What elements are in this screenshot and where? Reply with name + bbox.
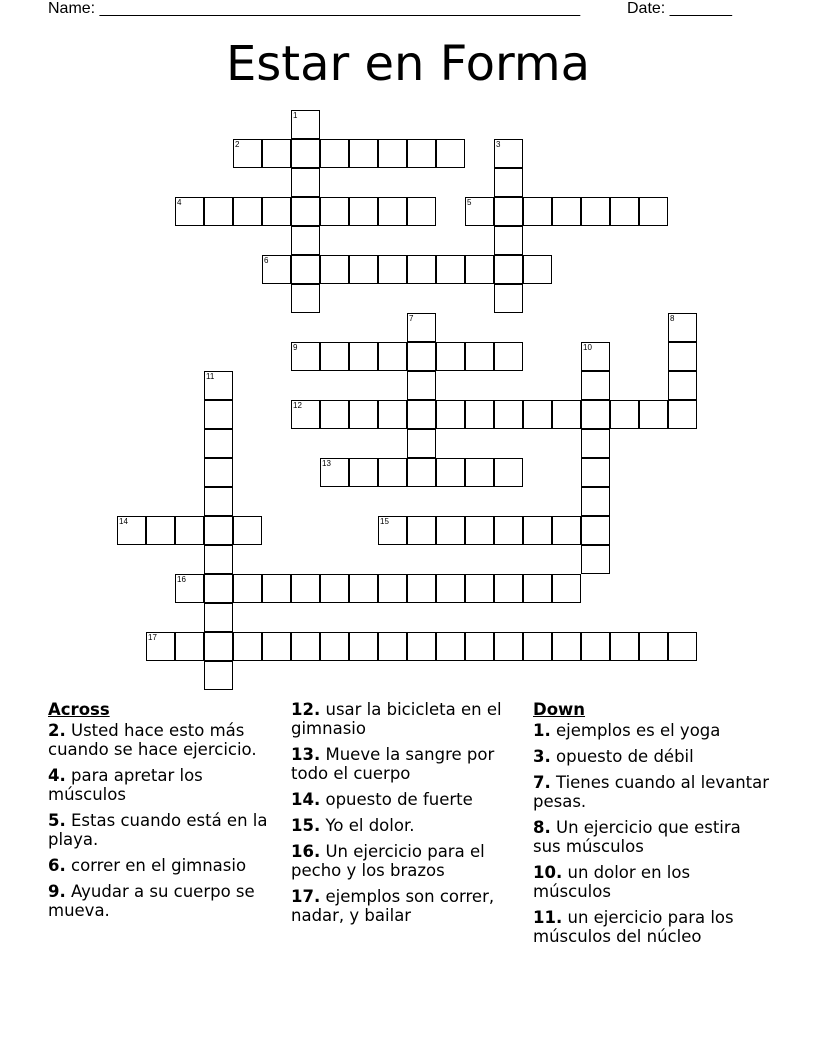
clue-item [533, 818, 773, 856]
cell-number: 8 [670, 314, 675, 323]
clue-item [291, 700, 521, 738]
grid-cell[interactable] [523, 516, 552, 545]
grid-cell[interactable] [407, 197, 436, 226]
cell-number: 12 [293, 401, 302, 410]
grid-cell[interactable] [349, 197, 378, 226]
grid-cell[interactable] [581, 487, 610, 516]
grid-cell[interactable] [233, 516, 262, 545]
grid-cell[interactable] [581, 516, 610, 545]
grid-cell[interactable] [639, 632, 668, 661]
cell-number: 15 [380, 517, 389, 526]
grid-cell[interactable] [233, 632, 262, 661]
grid-cell[interactable] [494, 284, 523, 313]
grid-cell[interactable] [320, 342, 349, 371]
clue-text: un ejercicio para los músculos del núcleo [533, 908, 734, 946]
grid-cell[interactable] [465, 342, 494, 371]
grid-cell[interactable] [581, 197, 610, 226]
cell-number: 13 [322, 459, 331, 468]
grid-cell[interactable] [494, 458, 523, 487]
clue-text: para apretar los músculos [48, 766, 203, 804]
clue-number: 10. [533, 863, 563, 882]
clue-item [533, 863, 773, 901]
grid-cell[interactable] [233, 139, 262, 168]
cell-number: 1 [293, 111, 298, 120]
grid-cell[interactable] [320, 139, 349, 168]
grid-cell[interactable] [465, 632, 494, 661]
grid-cell[interactable] [465, 197, 494, 226]
grid-cell[interactable] [610, 632, 639, 661]
grid-cell[interactable] [291, 139, 320, 168]
grid-cell[interactable] [436, 342, 465, 371]
clue-text: un dolor en los músculos [533, 863, 691, 901]
grid-cell[interactable] [117, 516, 146, 545]
grid-cell[interactable] [378, 458, 407, 487]
grid-cell[interactable] [291, 197, 320, 226]
grid-cell[interactable] [668, 400, 697, 429]
cell-number: 11 [206, 372, 215, 381]
grid-cell[interactable] [436, 139, 465, 168]
clue-number: 7. [533, 773, 551, 792]
grid-cell[interactable] [204, 487, 233, 516]
grid-cell[interactable] [204, 545, 233, 574]
cell-number: 2 [235, 140, 240, 149]
grid-cell[interactable] [465, 516, 494, 545]
grid-cell[interactable] [204, 197, 233, 226]
clue-text: Un ejercicio que estira sus músculos [533, 818, 741, 856]
cell-number: 17 [148, 633, 157, 642]
grid-cell[interactable] [436, 516, 465, 545]
clue-text: opuesto de débil [556, 747, 694, 766]
grid-cell[interactable] [581, 458, 610, 487]
clue-item [48, 882, 284, 920]
clue-number: 17. [291, 887, 321, 906]
clue-item [291, 816, 521, 835]
down-clues-column [533, 700, 773, 953]
grid-cell[interactable] [436, 574, 465, 603]
grid-cell[interactable] [494, 574, 523, 603]
grid-cell[interactable] [204, 429, 233, 458]
grid-cell[interactable] [262, 632, 291, 661]
grid-cell[interactable] [291, 400, 320, 429]
grid-cell[interactable] [320, 574, 349, 603]
clue-number: 4. [48, 766, 66, 785]
cell-number: 9 [293, 343, 298, 352]
across-clues-column-2 [291, 700, 521, 932]
grid-cell[interactable] [349, 139, 378, 168]
clue-item [48, 766, 284, 804]
clue-number: 1. [533, 721, 551, 740]
grid-cell[interactable] [407, 255, 436, 284]
grid-cell[interactable] [639, 197, 668, 226]
grid-cell[interactable] [407, 139, 436, 168]
down-heading: Down [533, 700, 586, 719]
grid-cell[interactable] [407, 371, 436, 400]
grid-cell[interactable] [581, 632, 610, 661]
clue-item [48, 856, 284, 875]
clue-text: Un ejercicio para el pecho y los brazos [291, 842, 485, 880]
cell-number: 14 [119, 517, 128, 526]
clue-item [291, 790, 521, 809]
grid-cell[interactable] [349, 458, 378, 487]
clue-text: ejemplos son correr, nadar, y bailar [291, 887, 495, 925]
grid-cell[interactable] [291, 574, 320, 603]
clue-number: 2. [48, 721, 66, 740]
grid-cell[interactable] [204, 516, 233, 545]
grid-cell[interactable] [175, 574, 204, 603]
grid-cell[interactable] [552, 574, 581, 603]
grid-cell[interactable] [204, 632, 233, 661]
grid-cell[interactable] [349, 632, 378, 661]
clue-item [291, 887, 521, 925]
grid-cell[interactable] [494, 226, 523, 255]
grid-cell[interactable] [291, 255, 320, 284]
grid-cell[interactable] [320, 197, 349, 226]
clue-number: 9. [48, 882, 66, 901]
grid-cell[interactable] [320, 458, 349, 487]
grid-cell[interactable] [204, 400, 233, 429]
grid-cell[interactable] [407, 574, 436, 603]
grid-cell[interactable] [494, 139, 523, 168]
cell-number: 16 [177, 575, 186, 584]
grid-cell[interactable] [204, 458, 233, 487]
grid-cell[interactable] [233, 197, 262, 226]
grid-cell[interactable] [349, 400, 378, 429]
grid-cell[interactable] [523, 197, 552, 226]
grid-cell[interactable] [523, 400, 552, 429]
clue-item [533, 773, 773, 811]
grid-cell[interactable] [378, 632, 407, 661]
clue-number: 5. [48, 811, 66, 830]
grid-cell[interactable] [320, 632, 349, 661]
grid-cell[interactable] [204, 603, 233, 632]
grid-cell[interactable] [320, 255, 349, 284]
grid-cell[interactable] [436, 400, 465, 429]
grid-cell[interactable] [668, 632, 697, 661]
clue-text: Usted hace esto más cuando se hace ejercicio. [48, 721, 257, 759]
cell-number: 7 [409, 314, 414, 323]
clue-text: Estas cuando está en la playa. [48, 811, 268, 849]
grid-cell[interactable] [378, 255, 407, 284]
grid-cell[interactable] [581, 400, 610, 429]
grid-cell[interactable] [233, 574, 262, 603]
grid-cell[interactable] [407, 516, 436, 545]
grid-cell[interactable] [494, 197, 523, 226]
grid-cell[interactable] [378, 516, 407, 545]
grid-cell[interactable] [552, 400, 581, 429]
grid-cell[interactable] [494, 168, 523, 197]
clue-number: 8. [533, 818, 551, 837]
grid-cell[interactable] [581, 429, 610, 458]
grid-cell[interactable] [146, 516, 175, 545]
grid-cell[interactable] [465, 400, 494, 429]
grid-cell[interactable] [436, 458, 465, 487]
cell-number: 5 [467, 198, 472, 207]
across-heading: Across [48, 700, 110, 719]
grid-cell[interactable] [465, 255, 494, 284]
grid-cell[interactable] [291, 632, 320, 661]
grid-cell[interactable] [465, 458, 494, 487]
grid-cell[interactable] [291, 284, 320, 313]
grid-cell[interactable] [523, 632, 552, 661]
grid-cell[interactable] [407, 632, 436, 661]
grid-cell[interactable] [349, 255, 378, 284]
grid-cell[interactable] [378, 400, 407, 429]
grid-cell[interactable] [610, 400, 639, 429]
clue-number: 3. [533, 747, 551, 766]
clue-number: 16. [291, 842, 321, 861]
grid-cell[interactable] [291, 110, 320, 139]
grid-cell[interactable] [494, 255, 523, 284]
grid-cell[interactable] [639, 400, 668, 429]
grid-cell[interactable] [291, 226, 320, 255]
grid-cell[interactable] [378, 342, 407, 371]
cell-number: 10 [583, 343, 592, 352]
grid-cell[interactable] [494, 632, 523, 661]
grid-cell[interactable] [175, 197, 204, 226]
cell-number: 4 [177, 198, 182, 207]
grid-cell[interactable] [581, 545, 610, 574]
clue-text: Ayudar a su cuerpo se mueva. [48, 882, 255, 920]
grid-cell[interactable] [204, 574, 233, 603]
clue-item [533, 721, 773, 740]
grid-cell[interactable] [378, 197, 407, 226]
grid-cell[interactable] [146, 632, 175, 661]
clue-item [48, 811, 284, 849]
grid-cell[interactable] [436, 255, 465, 284]
clue-text: ejemplos es el yoga [556, 721, 721, 740]
cell-number: 6 [264, 256, 269, 265]
clue-text: Yo el dolor. [325, 816, 415, 835]
grid-cell[interactable] [668, 371, 697, 400]
grid-cell[interactable] [378, 139, 407, 168]
grid-cell[interactable] [668, 342, 697, 371]
grid-cell[interactable] [262, 139, 291, 168]
grid-cell[interactable] [436, 632, 465, 661]
clue-text: Tienes cuando al levantar pesas. [533, 773, 770, 811]
date-field-label: Date: _______ [627, 0, 732, 17]
grid-cell[interactable] [523, 574, 552, 603]
grid-cell[interactable] [262, 197, 291, 226]
clue-item [533, 908, 773, 946]
grid-cell[interactable] [610, 197, 639, 226]
grid-cell[interactable] [291, 342, 320, 371]
grid-cell[interactable] [581, 371, 610, 400]
clue-text: Mueve la sangre por todo el cuerpo [291, 745, 495, 783]
grid-cell[interactable] [494, 342, 523, 371]
grid-cell[interactable] [465, 574, 494, 603]
grid-cell[interactable] [291, 168, 320, 197]
grid-cell[interactable] [378, 574, 407, 603]
name-field-label: Name: ______________________________________________________ [48, 0, 581, 17]
clue-number: 11. [533, 908, 563, 927]
grid-cell[interactable] [349, 342, 378, 371]
clue-item [291, 745, 521, 783]
clue-text: correr en el gimnasio [71, 856, 247, 875]
clue-number: 14. [291, 790, 321, 809]
grid-cell[interactable] [494, 516, 523, 545]
grid-cell[interactable] [262, 255, 291, 284]
grid-cell[interactable] [262, 574, 291, 603]
grid-cell[interactable] [581, 342, 610, 371]
cell-number: 3 [496, 140, 501, 149]
grid-cell[interactable] [204, 661, 233, 690]
clue-number: 15. [291, 816, 321, 835]
across-clues-column-1 [48, 700, 284, 927]
clue-text: usar la bicicleta en el gimnasio [291, 700, 502, 738]
grid-cell[interactable] [204, 371, 233, 400]
page-title: Estar en Forma [225, 36, 591, 92]
grid-cell[interactable] [175, 632, 204, 661]
grid-cell[interactable] [320, 400, 349, 429]
clue-item [533, 747, 773, 766]
grid-cell[interactable] [668, 313, 697, 342]
grid-cell[interactable] [407, 458, 436, 487]
grid-cell[interactable] [552, 516, 581, 545]
grid-cell[interactable] [175, 516, 204, 545]
clue-text: opuesto de fuerte [325, 790, 473, 809]
grid-cell[interactable] [407, 342, 436, 371]
grid-cell[interactable] [523, 255, 552, 284]
clue-item [48, 721, 284, 759]
grid-cell[interactable] [407, 429, 436, 458]
clue-item [291, 842, 521, 880]
clue-number: 6. [48, 856, 66, 875]
grid-cell[interactable] [552, 632, 581, 661]
clue-number: 13. [291, 745, 321, 764]
grid-cell[interactable] [494, 400, 523, 429]
grid-cell[interactable] [552, 197, 581, 226]
grid-cell[interactable] [349, 574, 378, 603]
grid-cell[interactable] [407, 400, 436, 429]
grid-cell[interactable] [407, 313, 436, 342]
clue-number: 12. [291, 700, 321, 719]
